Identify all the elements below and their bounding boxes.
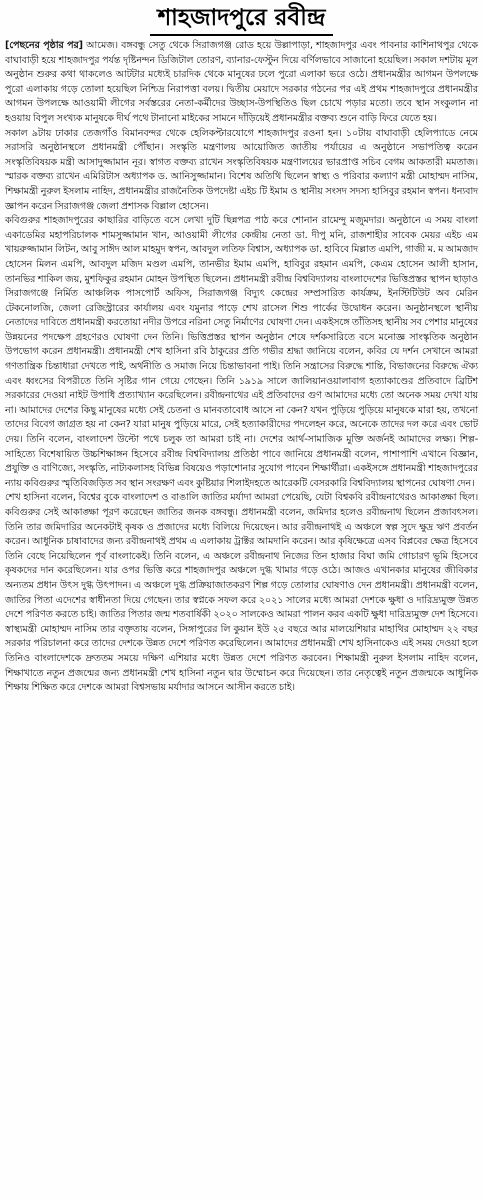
article-paragraph-3: কবিগুরুর শাহজাদপুরের কাছারির বাড়িতে বসে লেখা দুটি ছিন্নপত্র পাঠ করে শোনান রামেন্দু মজুমদার। অনুষ্ঠানে এ সময় বাংলা একাডেমির মহাপরিচালক শামসুজ্জামান খান, আওয়ামী লীগের কেন্দ্রীয় নেতা ডা. দীপু মনি, রাজশাহীর সাবেক মেয়র এইচ এম খায়রুজ্জামান লিটন, আবু সাঈদ আল মাহমুদ স্বপন, আবদুল লতিফ বিশ্বাস, অধ্যাপক ডা. হাবিবে মিল্লাত এমপি, গাজী ম. ম আমজাদ হোসেন মিলন এমপি, আবদুল মজিদ মণ্ডল এমপি, তানভীর ইমাম এমপি, হাবিবুর রহমান এমপি, কেএম হোসেন আলী হাসান, তানভির শাকিল জয়, মুশফিকুর রহমান মোহন উপস্থিত ছিলেন। প্রধানমন্ত্রী রবীন্দ্র বিশ্ববিদ্যালয় বাংলাদেশের ভিত্তিপ্রস্তর স্থাপন ছাড়াও সিরাজগঞ্জে নির্মিত আঞ্চলিক পাসপোর্ট অফিস, সিরাজগঞ্জ বিদ্যুৎ কেন্দ্রের সম্প্রসারিত কার্যক্রম, ইনস্টিটিউট অব মেরিন টেকনোলজি, জেলা রেজিস্ট্রারের কার্যালয় এবং যমুনার পাড়ে শেখ রাসেল শিশু পার্কের উদ্বোধন করেন। অনুষ্ঠানস্থলে স্থানীয় নেতাদের দাবিতে প্রধানমন্ত্রী করতোয়া নদীর উপরে নরিনা সেতু নির্মাণের ঘোষণা দেন। একইসঙ্গে তাঁতিসহ স্থানীয় সব পেশার মানুষের উন্নয়নের পদক্ষেপ গ্রহণেরও ঘোষণা দেন তিনি। ভিত্তিপ্রস্তর স্থাপন অনুষ্ঠান শেষে দর্শকসারিতে বসে মনোজ্ঞ সাংস্কৃতিক অনুষ্ঠান উপভোগ করেন প্রধানমন্ত্রী। প্রধানমন্ত্রী শেখ হাসিনা রবি ঠাকুরের প্রতি গভীর শ্রদ্ধা জানিয়ে বলেন, কবির যে দর্শন সেখানে আমরা গণতান্ত্রিক চিন্তাধারা দেখতে পাই, অর্থনীতি ও সমাজ নিয়ে চিন্তাভাবনা পাই। তিনি সন্ত্রাসের বিরুদ্ধে শান্তি, বিভাজনের বিরুদ্ধে ঐক্য এবং ধ্বংসের বিপরীতে তিনি সৃষ্টির গান গেয়ে গেছেন। তিনি ১৯১৯ সালে জালিয়ানওয়ালাবাগ হত্যাকাণ্ডের প্রতিবাদে ব্রিটিশ সরকারের দেওয়া নাইট উপাধি প্রত্যাখ্যান করেছিলেন। রবীন্দ্রনাথের এই প্রতিবাদের গুণ আমাদের মধ্যে তো অনেক সময় দেখা যায় না। আমাদের দেশের কিছু মানুষের মধ্যে সেই চেতনা ও মানবতাবোধ আসে না কেন? যখন পুড়িয়ে পুড়িয়ে মানুষকে মারা হয়, তখনো তাদের বিবেগ জাগ্রত হয় না কেন? যারা মানুষ পুড়িয়ে মারে, সেই হত্যাকারীদের পদলেহন করে, অনেকে তাদের দল করে এবং ভোট দেয়। তিনি বলেন, বাংলাদেশ উল্টো পথে চলুক তা আমরা চাই না। দেশের আর্থ-সামাজিক মুক্তি অর্জনই আমাদের লক্ষ্য। শিল্প-সাহিত্যে বিশেষায়িত উচ্চশিক্ষাঙ্গন হিসেবে রবীন্দ্র বিশ্ববিদ্যালয় প্রতিষ্ঠা পাবে জানিয়ে প্রধানমন্ত্রী বলেন, পাশাপাশি এখানে বিজ্ঞান, প্রযুক্তি ও বাণিজ্যে, সংস্কৃতি, নাট্যকলাসহ বিভিন্ন বিষয়েও পড়াশোনার সুযোগ পাবেন শিক্ষার্থীরা। একইসঙ্গে প্রধানমন্ত্রী শাহজাদপুরের ন্যায় কবিগুরুর স্মৃতিবিজড়িত সব স্থান সংরক্ষণ এবং কুষ্টিয়ার শিলাইদহতে আরেকটি বেসরকারি বিশ্ববিদ্যালয় স্থাপনের ঘোষণা দেন। xyxy=(5,215,478,489)
headline-area xyxy=(5,4,478,36)
article-paragraph-4: শেখ হাসিনা বলেন, বিশ্বের বুকে বাংলাদেশ ও বাঙালি জাতির মর্যাদা আমরা পেয়েছি, যেটা বিশ্বকবি রবীন্দ্রনাথেরও আকাঙ্ক্ষা ছিল। কবিগুরুর সেই আকাঙ্ক্ষা পূরণ করেছেন জাতির জনক বঙ্গবন্ধু। প্রধানমন্ত্রী বলেন, জমিদার হলেও রবীন্দ্রনাথ ছিলেন প্রজাবৎসল। তিনি তার জমিদারির অনেকটাই কৃষক ও প্রজাদের মধ্যে বিলিয়ে দিয়েছেন। আর রবীন্দ্রনাথই এ অঞ্চলে স্বল্প সুদে ক্ষুদ্র ঋণ প্রবর্তন করেন। আধুনিক চাষাবাদের জন্য রবীন্দ্রনাথই প্রথম এ এলাকায় ট্রাক্টর আমদানি করেন। আর কৃষিক্ষেত্রে এসব বিপ্লবের ক্ষেত্র হিসেবে তিনি বেছে নিয়েছিলেন পূর্ব বাংলাকেই। তিনি বলেন, এ অঞ্চলে রবীন্দ্রনাথ নিজের তিন হাজার বিঘা জমি গোচারণ ভূমি হিসেবে কৃষকদের দান করেছিলেন। যার ওপর ভিত্তি করে শাহজাদপুর অঞ্চলে দুগ্ধ খামার গড়ে ওঠে। আজও এখানকার মানুষের জীবিকার অন্যতম প্রধান উৎস দুগ্ধ উৎপাদন। এ অঞ্চলে দুগ্ধ প্রক্রিয়াজাতকরণ শিল্প গড়ে তোলার ঘোষণাও দেন প্রধানমন্ত্রী। প্রধানমন্ত্রী বলেন, জাতির পিতা এদেশের স্বাধীনতা দিয়ে গেছেন। তার স্বপ্নকে সফল করে ২০২১ সালের মধ্যে আমরা দেশকে ক্ষুধা ও দারিদ্র্যমুক্ত উন্নত দেশে পরিণত করতে চাই। জাতির পিতার জন্ম শতবার্ষিকী ২০২০ সালকেও আমরা পালন করব একটি ক্ষুধা দারিদ্র্যমুক্ত দেশ হিসেবে। স্বাস্থ্যমন্ত্রী মোহাম্মদ নাসিম তার বক্তৃতায় বলেন, সিঙ্গাপুরের লি কুয়ান ইউ ২৫ বছরে আর মালয়েশিয়ার মাহাথির মোহাম্মদ ২২ বছর সরকার পরিচালনা করে তাদের দেশকে উন্নত দেশে পরিণত করেছিলেন। আমাদের প্রধানমন্ত্রী শেখ হাসিনাকেও এই সময় দেওয়া হলে তিনিও বাংলাদেশকে দ্রুততম সময়ে দক্ষিণ এশিয়ার মধ্যে উন্নত দেশে পরিণত করবেন। শিক্ষামন্ত্রী নুরুল ইসলাম নাহিদ বলেন, শিক্ষাখাতে নতুন প্রজন্মের জন্য প্রধানমন্ত্রী শেখ হাসিনা নতুন দ্বার উম্মোচন করে দিয়েছেন। তার নেতৃত্বেই নতুন প্রজন্মকে আধুনিক শিক্ষায় শিক্ষিত করে দেশকে আমরা বিশ্বসভায় মর্যাদার আসনে আসীন করতে চাই। xyxy=(5,492,478,694)
headline: শাহজাদপুরে রবীন্দ্র xyxy=(150,4,334,36)
continued-tag: [পেছনের পৃষ্ঠার পর] xyxy=(5,40,83,51)
article-paragraph-2: সকাল ৯টায় ঢাকার তেজগাঁও বিমানবন্দর থেকে হেলিকপ্টারযোগে শাহজাদপুর রওনা হন। ১০টায় বাঘাবাড়ী হেলিপ্যাডে নেমে সরাসরি অনুষ্ঠানস্থলে প্রধানমন্ত্রী পৌঁছান। সংস্কৃতি মন্ত্রণালয় আয়োজিত জাতীয় পর্যায়ের এ অনুষ্ঠানে সভাপতিত্ব করেন সংস্কৃতিবিষয়ক মন্ত্রী আসাদুজ্জামান নূর। স্বাগত বক্তব্য রাখেন সংস্কৃতিবিষয়ক মন্ত্রণালয়ের ভারপ্রাপ্ত সচিব বেগম আকতারী মমতাজ। স্মারক বক্তব্য রাখেন এমিরিটাস অধ্যাপক ড. আনিসুজ্জামান। বিশেষ অতিথি ছিলেন স্বাস্থ্য ও পরিবার কল্যাণ মন্ত্রী মোহাম্মদ নাসিম, শিক্ষামন্ত্রী নুরুল ইসলাম নাহিদ, প্রধানমন্ত্রীর রাজনৈতিক উপদেষ্টা এইচ টি ইমাম ও স্থানীয় সংসদ সদস্য হাসিবুর রহমান স্বপন। ধন্যবাদ জ্ঞাপন করেন সিরাজগঞ্জ জেলা প্রশাসক বিল্লাল হোসেন। xyxy=(5,127,478,212)
paragraph-text: আমেজ। বঙ্গবন্ধু সেতু থেকে সিরাজগঞ্জ রোড হয়ে উল্লাপাড়া, শাহজাদপুর এবং পাবনার কাশিনাথপুর থেকে বাঘাবাড়ী হয়ে শাহজাদপুর পর্যন্ত দৃষ্টিনন্দন ডিজিটাল তোরণ, ব্যানার-ফেস্টুন দিয়ে বর্ণিলভাবে সাজানো হয়েছিল। সকাল দশটায় মূল অনুষ্ঠান শুরুর কথা থাকলেও আটটার মধ্যেই চারদিক থেকে মানুষের ঢলে পুরো এলাকা ভরে ওঠে। প্রধানমন্ত্রীর আগমন উপলক্ষে পুরো এলাকায় গড়ে তোলা হয়েছিল নিশ্চিদ্র নিরাপত্তা বলয়। দ্বিতীয় মেয়াদে সরকার গঠনের পর এই প্রথম শাহজাদপুরে প্রধানমন্ত্রীর আগমন উপলক্ষে আওয়ামী লীগের সর্বস্তরের নেতা-কর্মীদের উচ্ছাস-উপস্থিতিও ছিল চোখে পড়ার মতো। তবে স্থান সংকুলান না হওয়ায় বিপুল সংখ্যক মানুষকে দীর্ঘ পথে টানানো মাইকের সামনে দাঁড়িয়েই প্রধানমন্ত্রীর বক্তব্য শুনে বাড়ি ফিরে যেতে হয়। xyxy=(5,40,478,124)
article-paragraph-1 xyxy=(5,39,478,127)
article-body xyxy=(5,39,478,696)
